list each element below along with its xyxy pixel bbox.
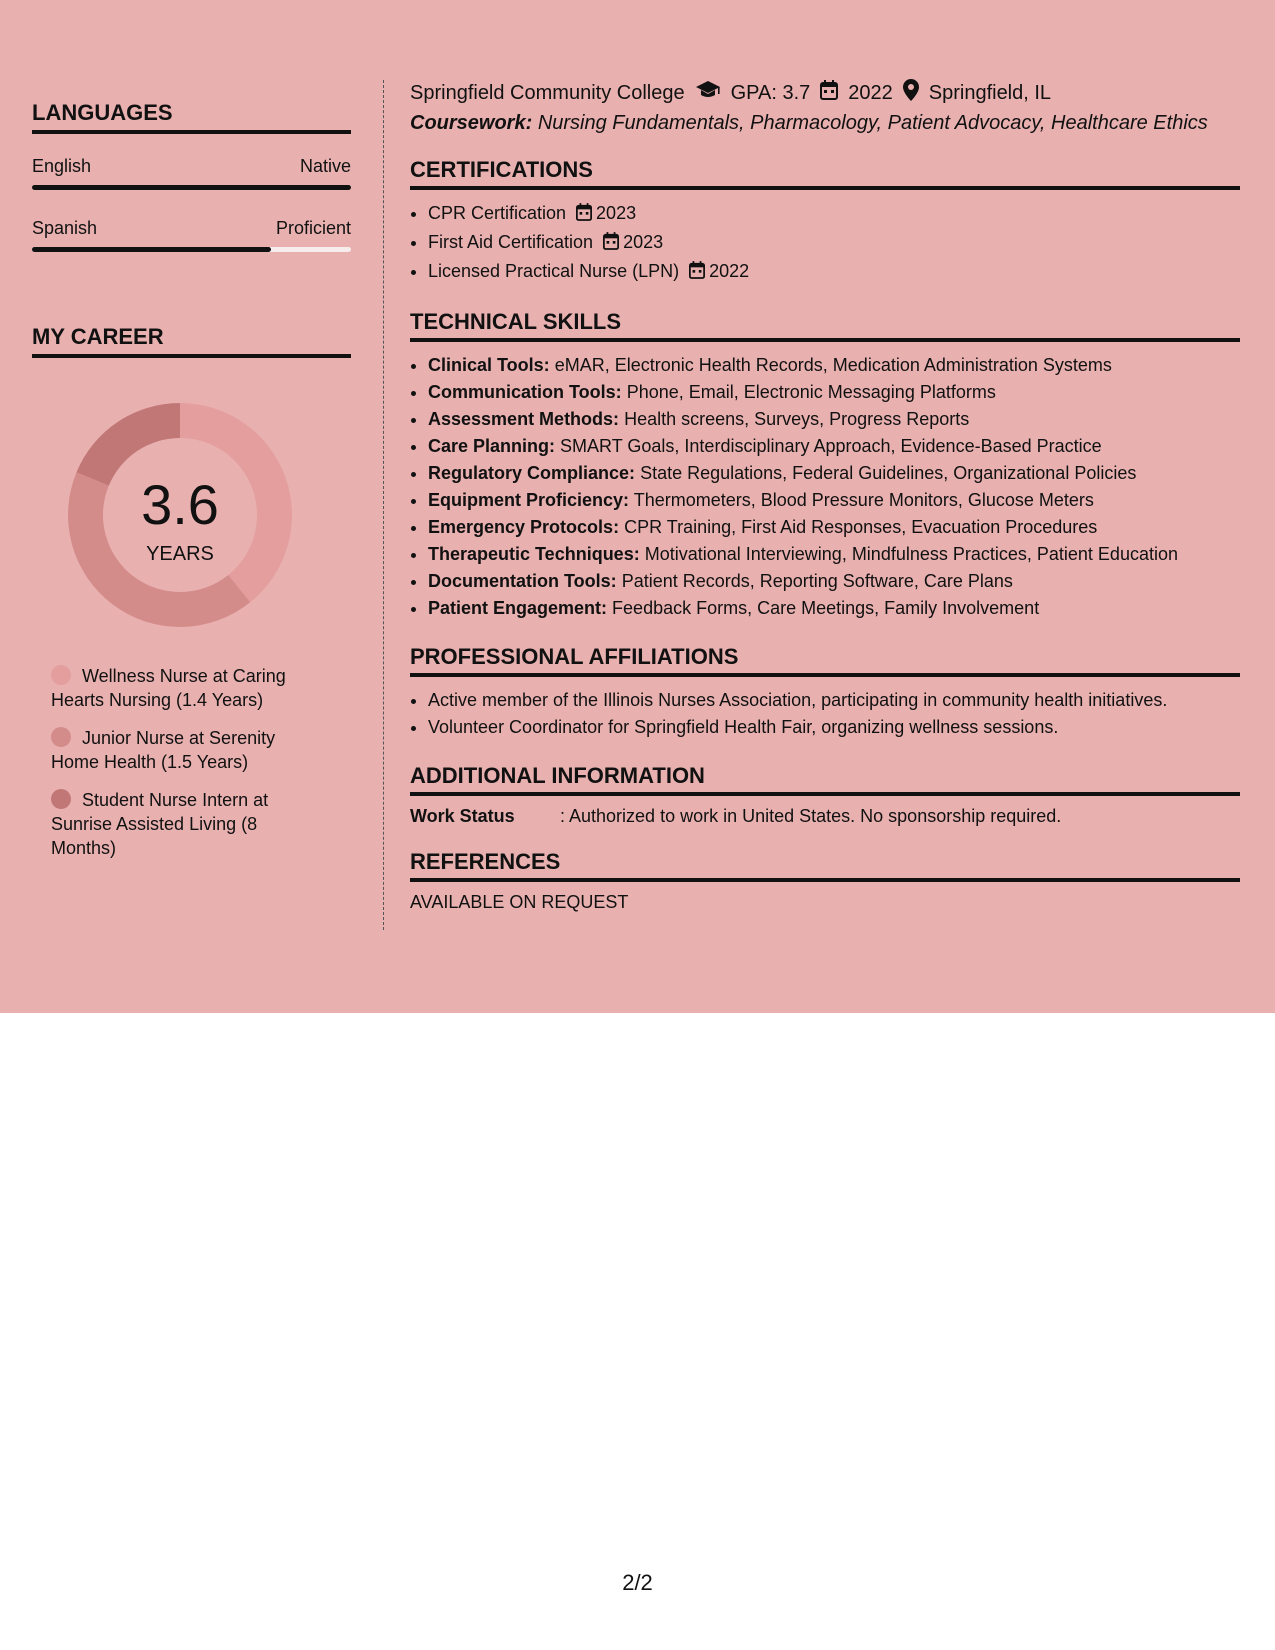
- certification-item: [428, 200, 1240, 229]
- page-number: 2/2: [622, 1570, 653, 1595]
- language-name: Spanish: [32, 218, 98, 238]
- career-legend: [51, 664, 311, 860]
- skill-text: SMART Goals, Interdisciplinary Approach, Evidence-Based Practice: [560, 436, 1102, 456]
- certification-year: 2022: [709, 261, 750, 281]
- language-item: [32, 156, 351, 190]
- left-column: [32, 100, 351, 874]
- skills-list: [410, 352, 1240, 622]
- legend-label: Student Nurse Intern at Sunrise Assisted Living (8 Months): [51, 790, 269, 858]
- certifications-heading: CERTIFICATIONS: [410, 157, 1240, 190]
- career-donut: [65, 400, 295, 630]
- affiliations-heading: PROFESSIONAL AFFILIATIONS: [410, 644, 1240, 677]
- skill-label: Regulatory Compliance:: [428, 463, 636, 483]
- skill-text: Feedback Forms, Care Meetings, Family Involvement: [612, 598, 1040, 618]
- skill-label: Equipment Proficiency:: [428, 490, 630, 510]
- skill-label: Patient Engagement:: [428, 598, 608, 618]
- skill-item: [428, 541, 1240, 568]
- references-heading: REFERENCES: [410, 849, 1240, 882]
- calendar-icon: [689, 260, 705, 287]
- skill-label: Clinical Tools:: [428, 355, 550, 375]
- legend-dot: [51, 789, 71, 809]
- language-name: English: [32, 156, 92, 176]
- certification-item: [428, 229, 1240, 258]
- work-status-row: [410, 806, 1240, 827]
- certification-name: First Aid Certification: [428, 232, 594, 252]
- language-item: [32, 218, 351, 252]
- skill-item: [428, 568, 1240, 595]
- skills-heading: TECHNICAL SKILLS: [410, 309, 1240, 342]
- skill-item: [428, 595, 1240, 622]
- language-bar: [32, 185, 351, 190]
- work-status-label: Work Status: [410, 806, 515, 826]
- certifications-list: [410, 200, 1240, 287]
- column-divider: [383, 80, 384, 930]
- language-bar: [32, 247, 351, 252]
- skill-item: [428, 433, 1240, 460]
- skill-text: State Regulations, Federal Guidelines, Organizational Policies: [640, 463, 1137, 483]
- graduation-cap-icon: [695, 80, 721, 106]
- coursework-label: Coursework:: [410, 112, 533, 134]
- language-level: Native: [299, 156, 351, 176]
- skill-item: [428, 406, 1240, 433]
- skill-item: [428, 352, 1240, 379]
- skill-text: Patient Records, Reporting Software, Care Plans: [621, 571, 1013, 591]
- work-status-value: : Authorized to work in United States. No sponsorship required.: [560, 806, 1062, 826]
- skill-label: Therapeutic Techniques:: [428, 544, 640, 564]
- calendar-icon: [820, 80, 838, 106]
- skill-label: Assessment Methods:: [428, 409, 620, 429]
- skill-label: Documentation Tools:: [428, 571, 617, 591]
- skill-text: Motivational Interviewing, Mindfulness Practices, Patient Education: [644, 544, 1178, 564]
- language-bar-fill: [32, 185, 351, 190]
- calendar-icon: [603, 231, 619, 258]
- legend-label: Junior Nurse at Serenity Home Health (1.5 Years): [51, 728, 276, 772]
- skill-text: CPR Training, First Aid Responses, Evacuation Procedures: [624, 517, 1098, 537]
- career-heading: MY CAREER: [32, 324, 351, 358]
- languages-heading: LANGUAGES: [32, 100, 351, 134]
- legend-label: Wellness Nurse at Caring Hearts Nursing (1.4 Years): [51, 666, 286, 710]
- right-column: [410, 80, 1240, 913]
- legend-item: [51, 788, 311, 860]
- skill-text: Phone, Email, Electronic Messaging Platforms: [626, 382, 996, 402]
- career-unit: YEARS: [146, 543, 214, 565]
- references-text: AVAILABLE ON REQUEST: [410, 892, 629, 912]
- career-total: 3.6: [141, 473, 219, 536]
- calendar-icon: [576, 202, 592, 229]
- coursework: [410, 112, 1240, 135]
- legend-dot: [51, 665, 71, 685]
- skill-text: Health screens, Surveys, Progress Reports: [624, 409, 970, 429]
- skill-label: Care Planning:: [428, 436, 556, 456]
- map-pin-icon: [903, 79, 919, 107]
- skill-text: eMAR, Electronic Health Records, Medication Administration Systems: [554, 355, 1112, 375]
- language-bar-fill: [32, 247, 271, 252]
- additional-info-heading: ADDITIONAL INFORMATION: [410, 763, 1240, 796]
- affiliation-item: • Volunteer Coordinator for Springfield Health Fair, organizing wellness sessions.: [428, 714, 1240, 741]
- skill-label: Communication Tools:: [428, 382, 622, 402]
- school-name: Springfield Community College: [410, 81, 685, 104]
- skill-item: [428, 379, 1240, 406]
- certification-year: 2023: [623, 232, 664, 252]
- skill-text: Thermometers, Blood Pressure Monitors, Glucose Meters: [633, 490, 1094, 510]
- affiliation-item: • Active member of the Illinois Nurses Association, participating in community health initiatives.: [428, 687, 1240, 714]
- language-level: Proficient: [275, 218, 351, 238]
- certification-name: CPR Certification: [428, 203, 567, 223]
- graduation-year: 2022: [848, 81, 893, 104]
- skill-item: [428, 487, 1240, 514]
- skill-label: Emergency Protocols:: [428, 517, 620, 537]
- legend-item: [51, 664, 311, 712]
- gpa: GPA: 3.7: [730, 81, 811, 104]
- school-location: Springfield, IL: [928, 81, 1052, 104]
- certification-item: [428, 258, 1240, 287]
- legend-dot: [51, 727, 71, 747]
- coursework-text: Nursing Fundamentals, Pharmacology, Patient Advocacy, Healthcare Ethics: [537, 112, 1208, 134]
- skill-item: [428, 460, 1240, 487]
- certification-name: Licensed Practical Nurse (LPN): [428, 261, 680, 281]
- certification-year: 2023: [596, 203, 637, 223]
- education-line: [410, 80, 1240, 106]
- skill-item: [428, 514, 1240, 541]
- legend-item: [51, 726, 311, 774]
- affiliations-list: [410, 687, 1240, 741]
